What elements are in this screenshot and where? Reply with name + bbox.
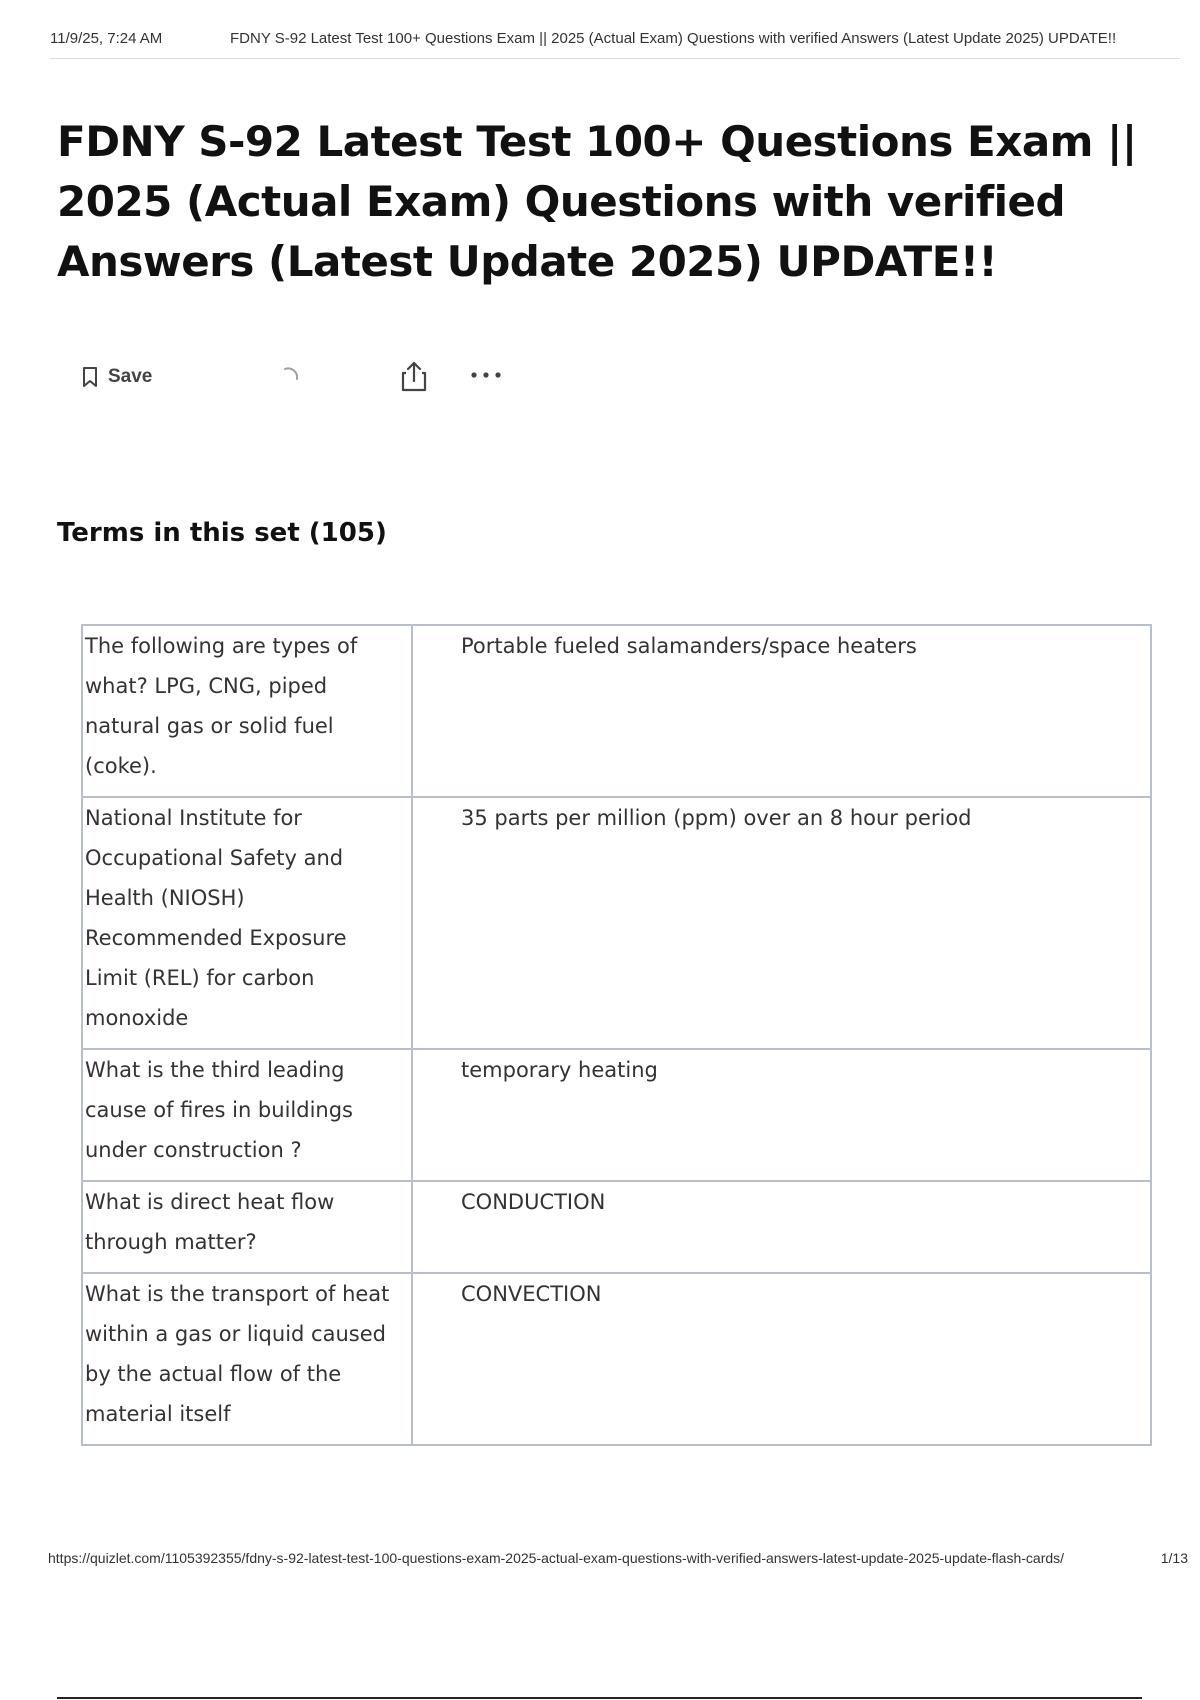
term-cell: What is the third leading cause of fires in buildings under construction ? <box>82 1049 412 1181</box>
page-number: 1/13 <box>1160 1550 1188 1566</box>
save-button-label: Save <box>108 366 153 387</box>
term-cell: The following are types of what? LPG, CNG, piped natural gas or solid fuel (coke). <box>82 625 412 797</box>
term-cell: National Institute for Occupational Safety and Health (NIOSH) Recommended Exposure Limit (REL) for carbon monoxide <box>82 797 412 1049</box>
bookmark-icon <box>80 366 100 388</box>
terms-table <box>81 624 1152 1446</box>
definition-cell: Portable fueled salamanders/space heaters <box>412 625 1151 797</box>
table-row <box>82 1049 1151 1181</box>
terms-heading: Terms in this set (105) <box>57 518 387 548</box>
term-cell: What is direct heat flow through matter? <box>82 1181 412 1273</box>
definition-cell: temporary heating <box>412 1049 1151 1181</box>
set-actions-toolbar <box>80 357 540 397</box>
print-document-title: FDNY S-92 Latest Test 100+ Questions Exam || 2025 (Actual Exam) Questions with verified Answers (Latest Update 2025) UPDATE!! <box>230 30 1117 47</box>
definition-cell: 35 parts per million (ppm) over an 8 hour period <box>412 797 1151 1049</box>
save-button[interactable] <box>80 363 152 391</box>
definition-cell: CONDUCTION <box>412 1181 1151 1273</box>
definition-cell: CONVECTION <box>412 1273 1151 1445</box>
page-title: FDNY S-92 Latest Test 100+ Questions Exam || 2025 (Actual Exam) Questions with verified Answers (Latest Update 2025) UPDATE!! <box>57 117 1137 286</box>
more-icon[interactable] <box>468 365 504 385</box>
page-divider <box>57 1697 1142 1699</box>
term-cell: What is the transport of heat within a gas or liquid caused by the actual flow of the material itself <box>82 1273 412 1445</box>
print-header <box>50 30 1180 59</box>
share-icon[interactable] <box>398 359 430 393</box>
table-row <box>82 1273 1151 1445</box>
table-row <box>82 625 1151 797</box>
print-footer <box>48 1550 1188 1570</box>
table-row <box>82 797 1151 1049</box>
table-row <box>82 1181 1151 1273</box>
print-date: 11/9/25, 7:24 AM <box>50 30 163 47</box>
print-url: https://quizlet.com/1105392355/fdny-s-92-latest-test-100-questions-exam-2025-actual-exam-questions-with-verified-answers-latest-update-2025-update-flash-cards/ <box>48 1550 1065 1566</box>
loading-spinner-icon <box>275 363 303 391</box>
